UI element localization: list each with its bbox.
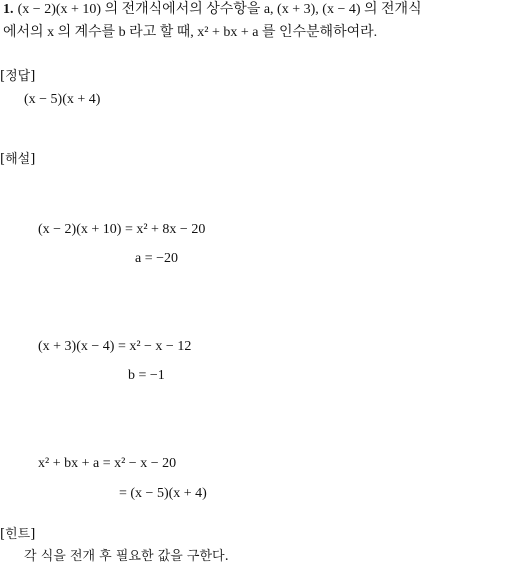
problem-line-2: 에서의 x 의 계수를 b 라고 할 때, x² + bx + a 를 인수분해하여라. bbox=[3, 25, 378, 40]
answer-value: (x − 5)(x + 4) bbox=[24, 92, 101, 107]
answer-heading: [정답] bbox=[0, 69, 36, 84]
problem bbox=[3, 2, 422, 18]
hint-text: 각 식을 전개 후 필요한 값을 구한다. bbox=[24, 549, 229, 564]
solution-step1-result: a = −20 bbox=[135, 251, 179, 266]
solution-step3-equation: x² + bx + a = x² − x − 20 bbox=[38, 456, 177, 471]
problem-line-1: (x − 2)(x + 10) 의 전개식에서의 상수항을 a, (x + 3), (x − 4) 의 전개식 bbox=[17, 2, 422, 17]
solution-step2-equation: (x + 3)(x − 4) = x² − x − 12 bbox=[38, 339, 192, 354]
solution-step1-equation: (x − 2)(x + 10) = x² + 8x − 20 bbox=[38, 222, 206, 237]
solution-heading: [해설] bbox=[0, 152, 36, 167]
solution-step3-result: = (x − 5)(x + 4) bbox=[119, 486, 207, 501]
problem-number: 1. bbox=[3, 2, 14, 17]
solution-step2-result: b = −1 bbox=[128, 368, 165, 383]
hint-heading: [힌트] bbox=[0, 527, 36, 542]
